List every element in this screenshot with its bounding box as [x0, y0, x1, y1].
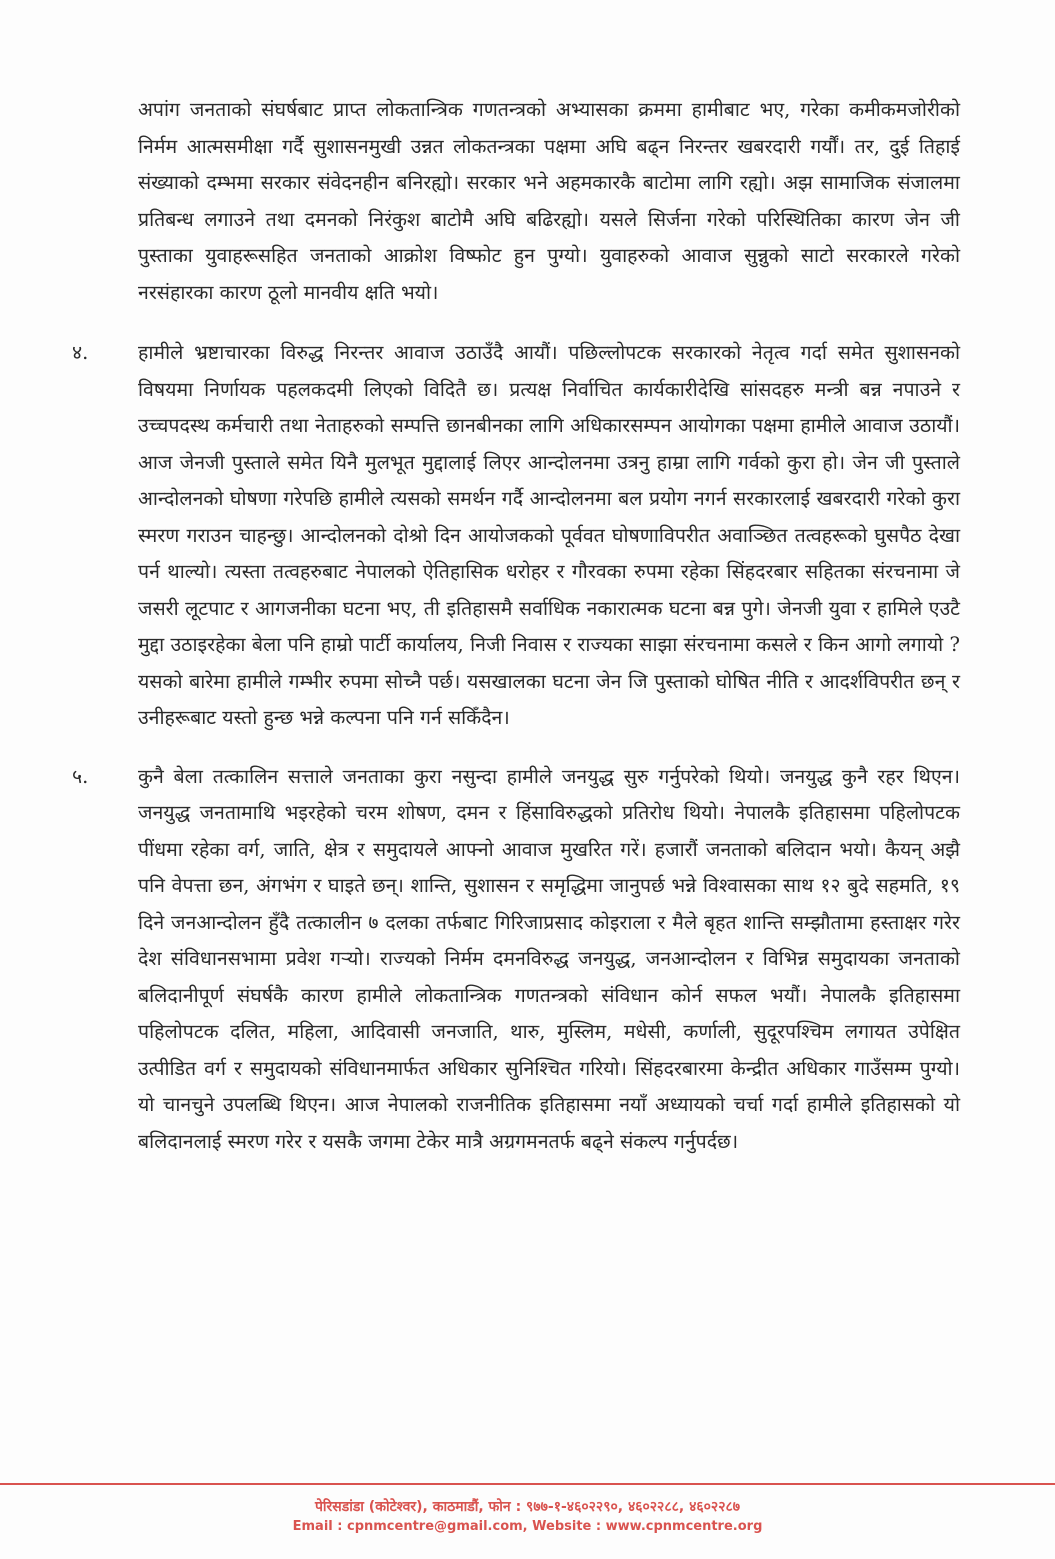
paragraph-number: ५.: [72, 764, 89, 788]
paragraph-5: [72, 759, 960, 1161]
paragraph-continued: [138, 92, 960, 311]
footer-divider: [0, 1483, 1055, 1485]
paragraph-text: कुनै बेला तत्कालिन सत्ताले जनताका कुरा नसुन्दा हामीले जनयुद्ध सुरु गर्नुपरेको थियो। जनयुद्ध कुनै रहर थिएन। जनयुद्ध जनतामाथि भइरहेको चरम शोषण, दमन र हिंसाविरुद्धको प्रतिरोध थियो। नेपालकै इतिहासमा पहिलोपटक पींधमा रहेका वर्ग, जाति, क्षेत्र र समुदायले आफ्नो आवाज मुखरित गरें। हजारौं जनताको बलिदान भयो। कैयन् अझै पनि वेपत्ता छन, अंगभंग र घाइते छन्। शान्ति, सुशासन र समृद्धिमा जानुपर्छ भन्ने विश्वासका साथ १२ बुदे सहमति, १९ दिने जनआन्दोलन हुँदै तत्कालीन ७ दलका तर्फबाट गिरिजाप्रसाद कोइराला र मैले बृहत शान्ति सम्झौतामा हस्ताक्षर गरेर देश संविधानसभामा प्रवेश गर्‍यो। राज्यको निर्मम दमनविरुद्ध जनयुद्ध, जनआन्दोलन र विभिन्न समुदायका जनताको बलिदानीपूर्ण संघर्षकै कारण हामीले लोकतान्त्रिक गणतन्त्रको संविधान कोर्न सफल भयौं। नेपालकै इतिहासमा पहिलोपटक दलित, महिला, आदिवासी जनजाति, थारु, मुस्लिम, मधेसी, कर्णाली, सुदूरपश्चिम लगायत उपेक्षित उत्पीडित वर्ग र समुदायको संविधानमार्फत अधिकार सुनिश्चित गरियो। सिंहदरबारमा केन्द्रीत अधिकार गाउँसम्म पुग्यो। यो चानचुने उपलब्धि थिएन। आज नेपालको राजनीतिक इतिहासमा नयाँ अध्यायको चर्चा गर्दा हामीले इतिहासको यो बलिदानलाई स्मरण गरेर र यसकै जगमा टेकेर मात्रै अग्रगमनतर्फ बढ्ने संकल्प गर्नुपर्दछ।: [138, 764, 960, 1153]
document-body: [0, 92, 1055, 1182]
paragraph-text: हामीले भ्रष्टाचारका विरुद्ध निरन्तर आवाज उठाउँदै आयौं। पछिल्लोपटक सरकारको नेतृत्व गर्दा समेत सुशासनको विषयमा निर्णायक पहलकदमी लिएको विदितै छ। प्रत्यक्ष निर्वाचित कार्यकारीदेखि सांसदहरु मन्त्री बन्न नपाउने र उच्चपदस्थ कर्मचारी तथा नेताहरुको सम्पत्ति छानबीनका लागि अधिकारसम्पन आयोगका पक्षमा हामीले आवाज उठायौं। आज जेनजी पुस्ताले समेत यिनै मुलभूत मुद्दालाई लिएर आन्दोलनमा उत्रनु हाम्रा लागि गर्वको कुरा हो। जेन जी पुस्ताले आन्दोलनको घोषणा गरेपछि हामीले त्यसको समर्थन गर्दै आन्दोलनमा बल प्रयोग नगर्न सरकारलाई खबरदारी गरेको कुरा स्मरण गराउन चाहन्छु। आन्दोलनको दोश्रो दिन आयोजकको पूर्ववत घोषणाविपरीत अवाञ्छित तत्वहरूको घुसपैठ देखा पर्न थाल्यो। त्यस्ता तत्वहरुबाट नेपालको ऐतिहासिक धरोहर र गौरवका रुपमा रहेका सिंहदरबार सहितका संरचनामा जे जसरी लूटपाट र आगजनीका घटना भए, ती इतिहासमै सर्वाधिक नकारात्मक घटना बन्न पुगे। जेनजी युवा र हामिले एउटै मुद्दा उठाइरहेका बेला पनि हाम्रो पार्टी कार्यालय, निजी निवास र राज्यका साझा संरचनामा कसले र किन आगो लगायो ? यसको बारेमा हामीले गम्भीर रुपमा सोच्नै पर्छ। यसखालका घटना जेन जि पुस्ताको घोषित नीति र आदर्शविपरीत छन् र उनीहरूबाट यस्तो हुन्छ भन्ने कल्पना पनि गर्न सकिँदैन।: [138, 341, 960, 729]
footer-address: पेरिसडांडा (कोटेश्वर), काठमाडौं, फोन : ९७७-१-४६०२२९०, ४६०२२८८, ४६०२२८७: [314, 1499, 741, 1515]
paragraph-number: ४.: [72, 341, 89, 364]
paragraph-4: [72, 335, 960, 737]
paragraph-text: अपांग जनताको संघर्षबाट प्राप्त लोकतान्त्रिक गणतन्त्रको अभ्यासका क्रममा हामीबाट भए, गरेका कमीकमजोरीको निर्मम आत्मसमीक्षा गर्दै सुशासनमुखी उन्नत लोकतन्त्रका पक्षमा अघि बढ्न निरन्तर खबरदारी गर्यौं। तर, दुई तिहाई संख्याको दम्भमा सरकार संवेदनहीन बनिरह्यो। सरकार भने अहमकारकै बाटोमा लागि रह्यो। अझ सामाजिक संजालमा प्रतिबन्ध लगाउने तथा दमनको निरंकुश बाटोमै अघि बढिरह्यो। यसले सिर्जना गरेको परिस्थितिका कारण जेन जी पुस्ताका युवाहरूसहित जनताको आक्रोश विष्फोट हुन पुग्यो। युवाहरुको आवाज सुन्नुको साटो सरकारले गरेको नरसंहारका कारण ठूलो मानवीय क्षति भयो।: [138, 98, 960, 304]
letterhead-footer: [0, 1497, 1055, 1537]
footer-contact: Email : cpnmcentre@gmail.com, Website : www.cpnmcentre.org: [292, 1519, 763, 1534]
